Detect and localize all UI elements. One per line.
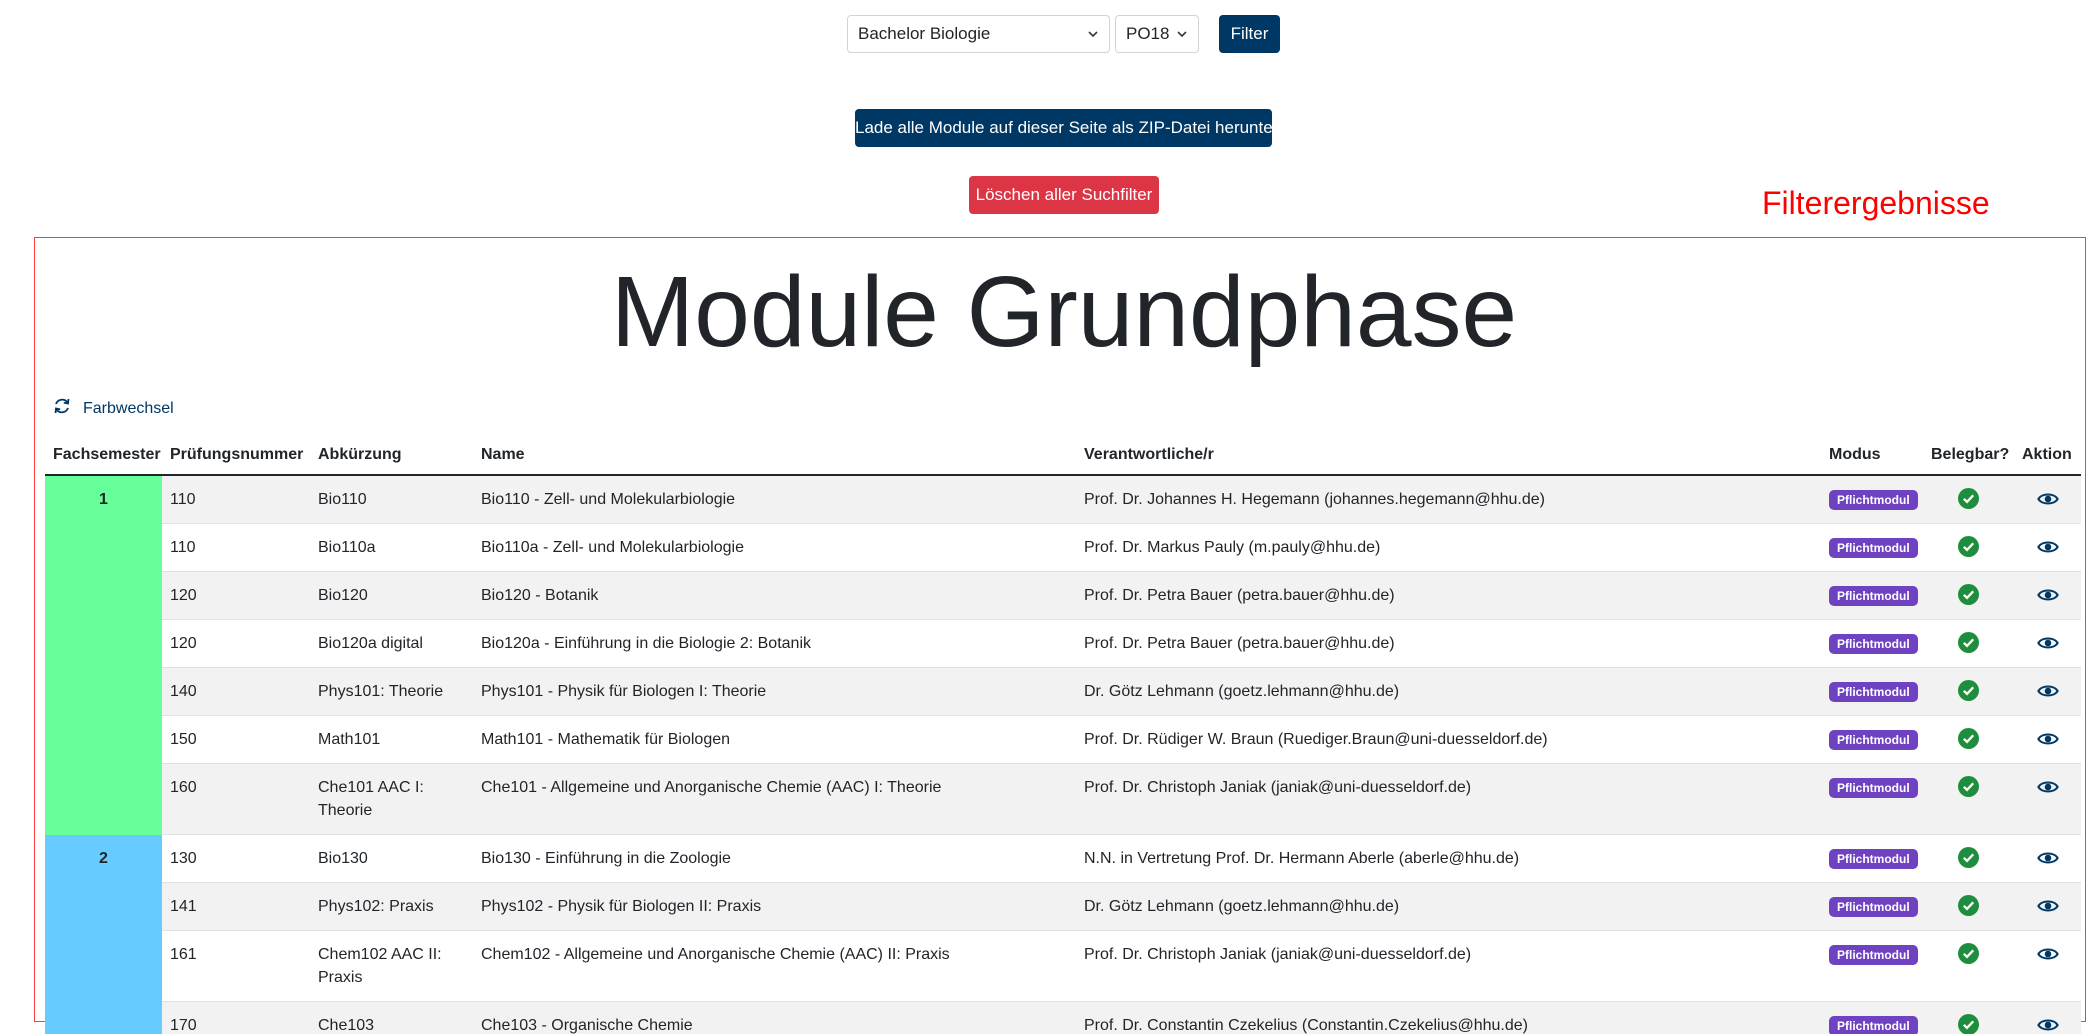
- exam-number-cell: 120: [162, 620, 310, 668]
- action-cell: [2014, 835, 2081, 883]
- abbreviation-cell: Bio120: [310, 572, 473, 620]
- check-circle-icon: [1958, 488, 1979, 509]
- module-name-cell: Bio110 - Zell- und Molekularbiologie: [473, 475, 1076, 524]
- action-cell: [2014, 524, 2081, 572]
- po-select-value: PO18: [1126, 24, 1170, 43]
- mode-badge: Pflichtmodul: [1829, 538, 1918, 558]
- clear-filters-button[interactable]: Löschen aller Suchfilter: [969, 176, 1159, 214]
- available-cell: [1923, 883, 2014, 931]
- download-zip-button[interactable]: Lade alle Module auf dieser Seite als ZIP-Datei herunter: [855, 109, 1272, 147]
- responsible-cell: Prof. Dr. Petra Bauer (petra.bauer@hhu.de): [1076, 620, 1821, 668]
- eye-icon[interactable]: [2037, 943, 2059, 965]
- mode-cell: [1821, 764, 1923, 835]
- abbreviation-cell: Bio110a: [310, 524, 473, 572]
- module-table: [45, 435, 2081, 1034]
- table-body: [45, 475, 2081, 1034]
- module-name-cell: Bio120a - Einführung in die Biologie 2: Botanik: [473, 620, 1076, 668]
- eye-icon[interactable]: [2037, 680, 2059, 702]
- abbreviation-cell: Che101 AAC I: Theorie: [310, 764, 473, 835]
- filter-button[interactable]: Filter: [1219, 15, 1280, 53]
- eye-icon[interactable]: [2037, 1014, 2059, 1034]
- module-name-cell: Che101 - Allgemeine und Anorganische Chemie (AAC) I: Theorie: [473, 764, 1076, 835]
- eye-icon[interactable]: [2037, 728, 2059, 750]
- module-name-cell: Chem102 - Allgemeine und Anorganische Chemie (AAC) II: Praxis: [473, 931, 1076, 1002]
- header-name: Name: [473, 435, 1076, 475]
- abbreviation-cell: Che103: [310, 1002, 473, 1034]
- mode-cell: [1821, 716, 1923, 764]
- check-circle-icon: [1958, 536, 1979, 557]
- available-cell: [1923, 620, 2014, 668]
- table-row: [45, 668, 2081, 716]
- eye-icon[interactable]: [2037, 632, 2059, 654]
- exam-number-cell: 140: [162, 668, 310, 716]
- filter-bar: [0, 15, 2095, 53]
- action-cell: [2014, 931, 2081, 1002]
- responsible-cell: Prof. Dr. Constantin Czekelius (Constantin.Czekelius@hhu.de): [1076, 1002, 1821, 1034]
- table-row: [45, 835, 2081, 883]
- action-cell: [2014, 620, 2081, 668]
- eye-icon[interactable]: [2037, 847, 2059, 869]
- header-action: Aktion: [2014, 435, 2081, 475]
- table-row: [45, 764, 2081, 835]
- available-cell: [1923, 764, 2014, 835]
- table-row: [45, 1002, 2081, 1034]
- module-name-cell: Math101 - Mathematik für Biologen: [473, 716, 1076, 764]
- mode-cell: [1821, 835, 1923, 883]
- chevron-down-icon: [1087, 28, 1099, 40]
- abbreviation-cell: Bio110: [310, 475, 473, 524]
- module-name-cell: Bio120 - Botanik: [473, 572, 1076, 620]
- header-available: Belegbar?: [1923, 435, 2014, 475]
- mode-cell: [1821, 475, 1923, 524]
- available-cell: [1923, 668, 2014, 716]
- exam-number-cell: 150: [162, 716, 310, 764]
- available-cell: [1923, 835, 2014, 883]
- check-circle-icon: [1958, 1014, 1979, 1034]
- module-name-cell: Phys102 - Physik für Biologen II: Praxis: [473, 883, 1076, 931]
- check-circle-icon: [1958, 895, 1979, 916]
- header-semester: Fachsemester: [45, 435, 162, 475]
- table-header-row: [45, 435, 2081, 475]
- header-mode: Modus: [1821, 435, 1923, 475]
- header-abbreviation: Abkürzung: [310, 435, 473, 475]
- module-table-wrapper: [45, 435, 2081, 1034]
- available-cell: [1923, 716, 2014, 764]
- check-circle-icon: [1958, 728, 1979, 749]
- mode-badge: Pflichtmodul: [1829, 849, 1918, 869]
- eye-icon[interactable]: [2037, 895, 2059, 917]
- check-circle-icon: [1958, 943, 1979, 964]
- check-circle-icon: [1958, 680, 1979, 701]
- color-switch-label: Farbwechsel: [83, 400, 174, 417]
- responsible-cell: Dr. Götz Lehmann (goetz.lehmann@hhu.de): [1076, 668, 1821, 716]
- mode-badge: Pflichtmodul: [1829, 778, 1918, 798]
- mode-badge: Pflichtmodul: [1829, 730, 1918, 750]
- abbreviation-cell: Bio130: [310, 835, 473, 883]
- abbreviation-cell: Phys102: Praxis: [310, 883, 473, 931]
- table-row: [45, 620, 2081, 668]
- responsible-cell: Prof. Dr. Petra Bauer (petra.bauer@hhu.de): [1076, 572, 1821, 620]
- responsible-cell: N.N. in Vertretung Prof. Dr. Hermann Aberle (aberle@hhu.de): [1076, 835, 1821, 883]
- mode-badge: Pflichtmodul: [1829, 634, 1918, 654]
- exam-number-cell: 161: [162, 931, 310, 1002]
- mode-badge: Pflichtmodul: [1829, 490, 1918, 510]
- results-label: Filterergebnisse: [1762, 185, 1990, 221]
- module-name-cell: Bio130 - Einführung in die Zoologie: [473, 835, 1076, 883]
- available-cell: [1923, 524, 2014, 572]
- eye-icon[interactable]: [2037, 584, 2059, 606]
- header-responsible: Verantwortliche/r: [1076, 435, 1821, 475]
- action-cell: [2014, 668, 2081, 716]
- eye-icon[interactable]: [2037, 488, 2059, 510]
- chevron-down-icon: [1176, 28, 1188, 40]
- responsible-cell: Prof. Dr. Markus Pauly (m.pauly@hhu.de): [1076, 524, 1821, 572]
- program-select-value: Bachelor Biologie: [858, 24, 991, 43]
- page-title: Module Grundphase: [610, 256, 1518, 368]
- exam-number-cell: 141: [162, 883, 310, 931]
- responsible-cell: Dr. Götz Lehmann (goetz.lehmann@hhu.de): [1076, 883, 1821, 931]
- eye-icon[interactable]: [2037, 776, 2059, 798]
- table-row: [45, 883, 2081, 931]
- mode-badge: Pflichtmodul: [1829, 682, 1918, 702]
- available-cell: [1923, 475, 2014, 524]
- action-cell: [2014, 572, 2081, 620]
- mode-badge: Pflichtmodul: [1829, 945, 1918, 965]
- mode-cell: [1821, 931, 1923, 1002]
- exam-number-cell: 160: [162, 764, 310, 835]
- responsible-cell: Prof. Dr. Christoph Janiak (janiak@uni-duesseldorf.de): [1076, 931, 1821, 1002]
- eye-icon[interactable]: [2037, 536, 2059, 558]
- exam-number-cell: 170: [162, 1002, 310, 1034]
- module-name-cell: Bio110a - Zell- und Molekularbiologie: [473, 524, 1076, 572]
- action-cell: [2014, 883, 2081, 931]
- semester-cell: 2: [45, 835, 162, 1034]
- refresh-icon: [52, 396, 72, 416]
- mode-cell: [1821, 524, 1923, 572]
- semester-cell: 1: [45, 475, 162, 835]
- mode-cell: [1821, 572, 1923, 620]
- exam-number-cell: 110: [162, 524, 310, 572]
- table-row: [45, 475, 2081, 524]
- exam-number-cell: 130: [162, 835, 310, 883]
- program-select[interactable]: [847, 15, 1110, 53]
- mode-cell: [1821, 883, 1923, 931]
- mode-badge: Pflichtmodul: [1829, 1016, 1918, 1034]
- responsible-cell: Prof. Dr. Rüdiger W. Braun (Ruediger.Braun@uni-duesseldorf.de): [1076, 716, 1821, 764]
- header-exam-number: Prüfungsnummer: [162, 435, 310, 475]
- mode-badge: Pflichtmodul: [1829, 586, 1918, 606]
- available-cell: [1923, 931, 2014, 1002]
- check-circle-icon: [1958, 584, 1979, 605]
- available-cell: [1923, 1002, 2014, 1034]
- action-cell: [2014, 1002, 2081, 1034]
- abbreviation-cell: Bio120a digital: [310, 620, 473, 668]
- mode-cell: [1821, 620, 1923, 668]
- check-circle-icon: [1958, 632, 1979, 653]
- action-cell: [2014, 764, 2081, 835]
- abbreviation-cell: Chem102 AAC II: Praxis: [310, 931, 473, 1002]
- action-cell: [2014, 716, 2081, 764]
- table-row: [45, 931, 2081, 1002]
- available-cell: [1923, 572, 2014, 620]
- responsible-cell: Prof. Dr. Johannes H. Hegemann (johannes.hegemann@hhu.de): [1076, 475, 1821, 524]
- exam-number-cell: 120: [162, 572, 310, 620]
- po-select[interactable]: [1115, 15, 1199, 53]
- abbreviation-cell: Math101: [310, 716, 473, 764]
- color-switch-link[interactable]: [52, 396, 174, 422]
- check-circle-icon: [1958, 776, 1979, 797]
- table-row: [45, 716, 2081, 764]
- abbreviation-cell: Phys101: Theorie: [310, 668, 473, 716]
- module-name-cell: Phys101 - Physik für Biologen I: Theorie: [473, 668, 1076, 716]
- mode-badge: Pflichtmodul: [1829, 897, 1918, 917]
- exam-number-cell: 110: [162, 475, 310, 524]
- table-row: [45, 524, 2081, 572]
- mode-cell: [1821, 1002, 1923, 1034]
- check-circle-icon: [1958, 847, 1979, 868]
- table-row: [45, 572, 2081, 620]
- action-cell: [2014, 475, 2081, 524]
- mode-cell: [1821, 668, 1923, 716]
- module-name-cell: Che103 - Organische Chemie: [473, 1002, 1076, 1034]
- responsible-cell: Prof. Dr. Christoph Janiak (janiak@uni-duesseldorf.de): [1076, 764, 1821, 835]
